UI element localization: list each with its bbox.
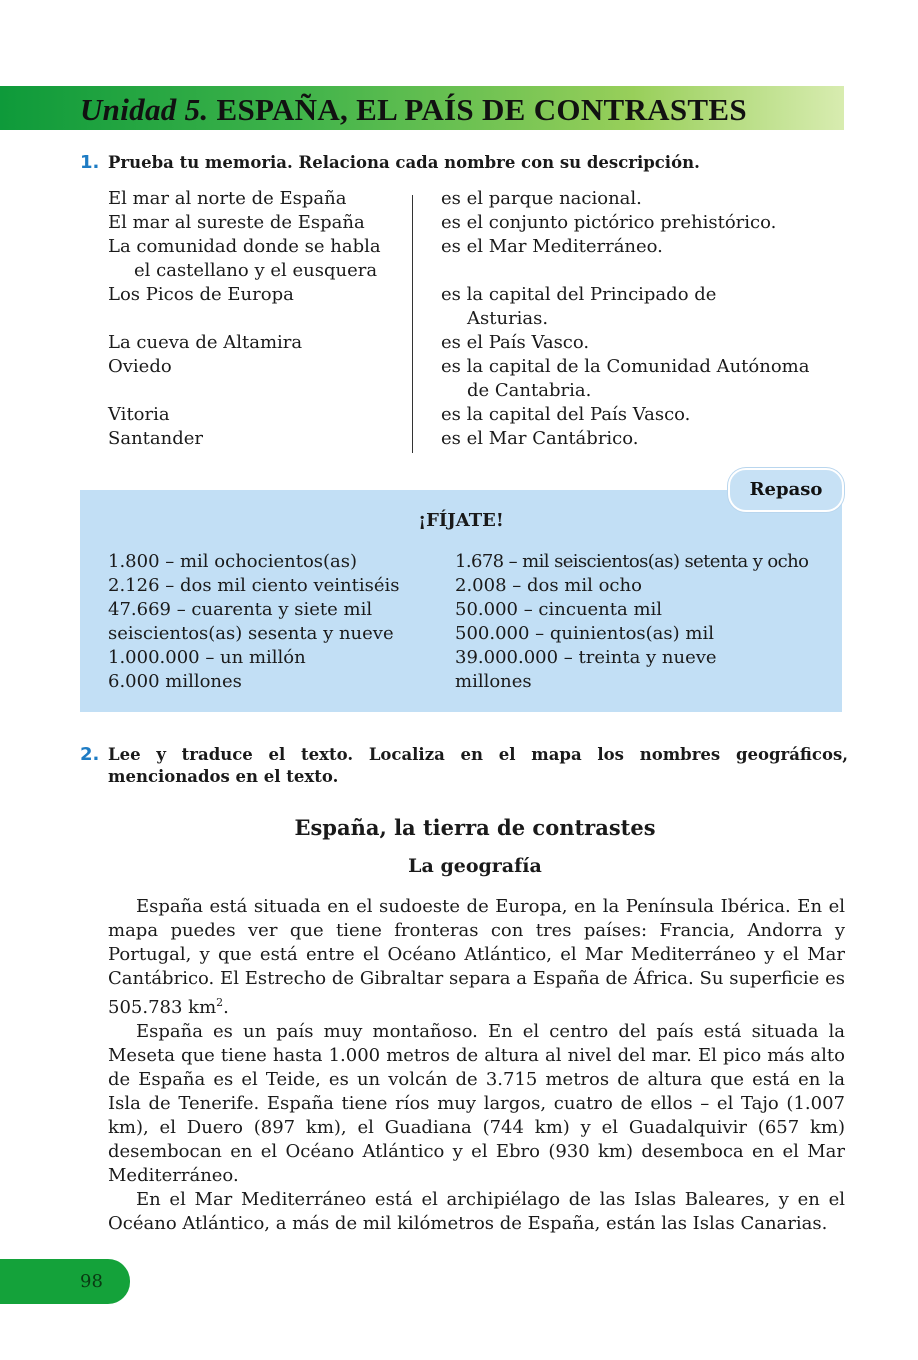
description-item: es la capital del País Vasco. [441,404,691,425]
fijate-box [80,490,842,712]
number-line: 50.000 – cincuenta mil [455,599,663,620]
name-item: Oviedo [108,356,172,377]
name-item: La comunidad donde se habla el castellano y el eusquera [108,236,381,281]
description-item: es el Mar Mediterráneo. [441,236,663,257]
fijate-title: ¡FÍJATE! [418,510,504,531]
description-item: es el Mar Cantábrico. [441,428,639,449]
number-line: 39.000.000 – treinta y nueve [455,647,717,668]
number-line: 500.000 – quinientos(as) mil [455,623,714,644]
paragraph: España es un país muy montañoso. En el centro del país está situada la Meseta que tiene hasta 1.000 metros de altura al nivel del mar. El pico más alto de España es el Teide, es un volcán de 3.715 metros de altura que está en la Isla de Tenerife. España tiene ríos muy largos, cuatro de ellos – el Tajo (1.007 km), el Duero (897 km), el Guadiana (744 km) y el Guadalquivir (657 km) desembocan en el Océano Atlántico y el Ebro (930 km) desemboca en el Mar Mediterráneo. [108,1021,845,1186]
task-instruction: Prueba tu memoria. Relaciona cada nombre con su descripción. [108,153,700,172]
reading-title: España, la tierra de contrastes [294,815,656,840]
number-line: seiscientos(as) sesenta y nueve [108,623,394,644]
name-item-spacer [108,379,408,403]
paragraph: En el Mar Mediterráneo está el archipiélago de las Islas Baleares, y en el Océano Atlántico, a más de mil kilómetros de España, están las Islas Canarias. [108,1189,845,1234]
numbers-left-column [108,550,448,694]
reading-subtitle: La geografía [408,855,542,877]
number-line: 47.669 – cuarenta y siete mil [108,599,373,620]
repaso-badge: Repaso [728,468,844,512]
task-instruction: Lee y traduce el texto. Localiza en el mapa los nombres geográficos, mencionados en el texto. [108,745,848,786]
number-line: millones [455,671,532,692]
names-column [108,187,408,451]
number-line: 2.008 – dos mil ocho [455,575,642,596]
name-item: El mar al sureste de España [108,212,365,233]
unit-title [80,88,850,132]
name-item: La cueva de Altamira [108,332,303,353]
name-item: Los Picos de Europa [108,284,294,305]
description-item-spacer [441,259,851,283]
number-line: 2.126 – dos mil ciento veintiséis [108,575,400,596]
name-item: El mar al norte de España [108,188,347,209]
number-line: 1.678 – mil seiscientos(as) setenta y ocho [455,551,809,572]
description-item: es la capital de la Comunidad Autónoma de Cantabria. [441,356,810,401]
numbers-right-column [455,550,835,694]
page-number: 98 [80,1271,103,1292]
column-divider [412,195,413,453]
task-2 [80,744,848,788]
paragraph: España está situada en el sudoeste de Europa, en la Península Ibérica. En el mapa puedes ver que tiene fronteras con tres países: Francia, Andorra y Portugal, y que está entre el Océano Atlántico, el Mar Mediterráneo y el Mar Cantábrico. El Estrecho de Gibraltar separa a España de África. Su superficie es 505.783 $km^2$. [108,896,845,1018]
task-1 [80,152,848,174]
name-item: Santander [108,428,203,449]
page-number-tab [0,1259,130,1304]
name-item-spacer [108,307,408,331]
description-item: es el parque nacional. [441,188,642,209]
unit-label: Unidad 5. [80,92,209,127]
number-line: 6.000 millones [108,671,242,692]
unit-title-text: ESPAÑA, EL PAÍS DE CONTRASTES [216,92,747,127]
description-item: es el conjunto pictórico prehistórico. [441,212,777,233]
number-line: 1.800 – mil ochocientos(as) [108,551,358,572]
name-item: Vitoria [108,404,170,425]
task-number: 2. [80,744,100,765]
description-item: es el País Vasco. [441,332,590,353]
task-number: 1. [80,152,100,173]
superscript: 2 [216,996,224,1009]
description-item: es la capital del Principado de Asturias. [441,284,717,329]
reading-text [108,895,845,1236]
number-line: 1.000.000 – un millón [108,647,306,668]
descriptions-column [441,187,851,451]
matching-exercise [108,187,848,457]
